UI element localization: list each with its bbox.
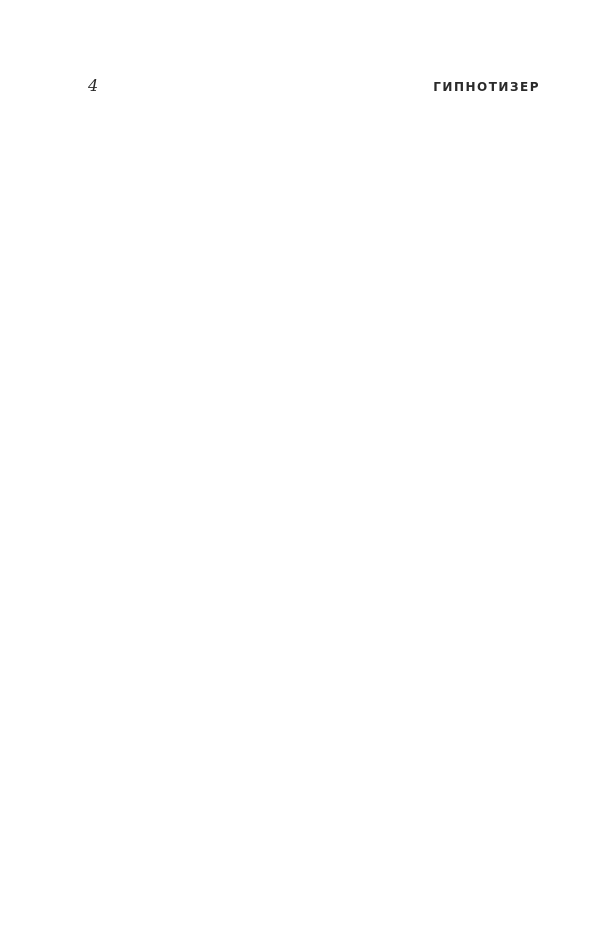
- running-title: ГИПНОТИЗЕР: [433, 80, 540, 94]
- running-head: [88, 76, 540, 96]
- page-number: 4: [88, 76, 99, 95]
